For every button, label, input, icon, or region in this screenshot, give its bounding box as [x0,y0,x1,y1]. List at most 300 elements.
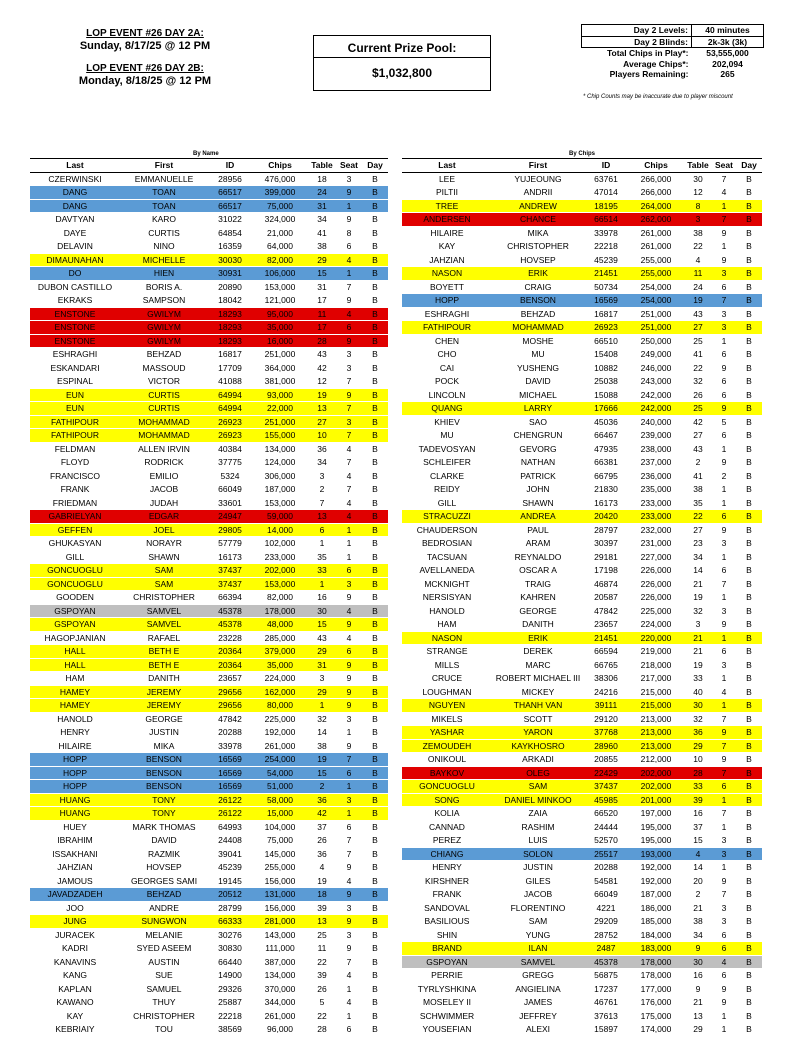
id-cell: 29326 [208,982,252,996]
day-cell: B [736,186,762,200]
table-row [30,901,388,915]
chips-cell: 281,000 [252,915,308,929]
day-cell: B [362,591,388,605]
day-cell: B [736,456,762,470]
seat-cell: 1 [336,1009,362,1023]
first-name-cell: BEHZAD [120,888,208,902]
first-name-cell: JEREMY [120,685,208,699]
chips-cell: 197,000 [628,807,684,821]
last-name-cell: HAMEY [30,699,120,713]
day-cell: B [362,753,388,767]
chips-cell: 324,000 [252,213,308,227]
day-cell: B [736,429,762,443]
table-cell: 3 [684,618,712,632]
seat-cell: 6 [712,564,736,578]
seat-cell: 3 [712,834,736,848]
table-row [30,685,388,699]
table-row [30,658,388,672]
last-name-cell: CHIANG [402,847,492,861]
table-cell: 32 [684,712,712,726]
id-cell: 29181 [584,550,628,564]
players-value: 265 [720,69,735,79]
levels-label: Day 2 Levels: [582,25,692,37]
day-cell: B [736,996,762,1010]
table-cell: 42 [308,361,336,375]
day-cell: B [736,1023,762,1037]
first-name-cell: ILAN [492,942,584,956]
last-name-cell: POCK [402,375,492,389]
first-name-cell: CHANCE [492,213,584,227]
seat-cell: 1 [712,550,736,564]
day-cell: B [736,915,762,929]
table-row [402,793,762,807]
column-header: First [120,159,208,173]
table-cell: 39 [308,901,336,915]
table-row [402,456,762,470]
day-cell: B [736,766,762,780]
id-cell: 28797 [584,523,628,537]
first-name-cell: ANDREA [492,510,584,524]
seat-cell: 7 [336,429,362,443]
seat-cell: 3 [336,172,362,186]
seat-cell: 3 [336,928,362,942]
seat-cell: 9 [336,591,362,605]
table-cell: 11 [684,267,712,281]
chips-cell: 155,000 [252,429,308,443]
seat-cell: 7 [712,712,736,726]
last-name-cell: JAMOUS [30,874,120,888]
id-cell: 66520 [584,807,628,821]
average-label: Average Chips*: [623,58,689,69]
chips-cell: 175,000 [628,1009,684,1023]
first-name-cell: PAUL [492,523,584,537]
day-cell: B [362,820,388,834]
day-cell: B [362,915,388,929]
table-row [30,861,388,875]
id-cell: 37775 [208,456,252,470]
table-row [402,469,762,483]
id-cell: 50734 [584,280,628,294]
table-row [30,1023,388,1037]
last-name-cell: YOUSEFIAN [402,1023,492,1037]
last-name-cell: PERRIE [402,969,492,983]
first-name-cell: SUNGWON [120,915,208,929]
chips-cell: 261,000 [252,739,308,753]
last-name-cell: LOUGHMAN [402,685,492,699]
id-cell: 33978 [208,739,252,753]
table-cell: 37 [684,820,712,834]
id-cell: 66049 [208,483,252,497]
seat-cell: 1 [712,496,736,510]
first-name-cell: SUE [120,969,208,983]
day-cell: B [362,361,388,375]
id-cell: 45378 [208,618,252,632]
day-cell: B [736,577,762,591]
seat-cell: 9 [712,996,736,1010]
day-cell: B [362,699,388,713]
table-cell: 21 [684,901,712,915]
day-cell: B [736,253,762,267]
id-cell: 28799 [208,901,252,915]
table-row [402,712,762,726]
last-name-cell: ENSTONE [30,321,120,335]
first-name-cell: CHENGRUN [492,429,584,443]
seat-cell: 6 [712,375,736,389]
table-cell: 26 [308,982,336,996]
id-cell: 30397 [584,537,628,551]
first-name-cell: GWILYM [120,321,208,335]
first-name-cell: JACOB [492,888,584,902]
first-name-cell: KAHREN [492,591,584,605]
chips-cell: 215,000 [628,685,684,699]
chips-cell: 219,000 [628,645,684,659]
table-cell: 2 [684,888,712,902]
column-header: Chips [252,159,308,173]
table-cell: 29 [308,253,336,267]
seat-cell: 9 [712,361,736,375]
table-cell: 19 [684,658,712,672]
table-cell: 32 [308,712,336,726]
table-row [402,402,762,416]
first-name-cell: JEREMY [120,699,208,713]
table-cell: 22 [308,955,336,969]
first-name-cell: DEREK [492,645,584,659]
seat-cell: 1 [712,334,736,348]
id-cell: 18293 [208,321,252,335]
last-name-cell: HAGOPJANIAN [30,631,120,645]
chips-cell: 261,000 [628,240,684,254]
seat-cell: 1 [336,726,362,740]
last-name-cell: SANDOVAL [402,901,492,915]
last-name-cell: MIKELS [402,712,492,726]
table-cell: 38 [308,739,336,753]
first-name-cell: YUJEOUNG [492,172,584,186]
first-name-cell: PATRICK [492,469,584,483]
day-cell: B [362,658,388,672]
table-cell: 18 [308,172,336,186]
chips-cell: 176,000 [628,996,684,1010]
last-name-cell: QUANG [402,402,492,416]
day-cell: B [362,483,388,497]
id-cell: 37437 [584,780,628,794]
id-cell: 39041 [208,847,252,861]
table-row [30,577,388,591]
last-name-cell: AVELLANEDA [402,564,492,578]
seat-cell: 3 [336,348,362,362]
chips-cell: 145,000 [252,847,308,861]
day-cell: B [362,888,388,902]
table-row [402,564,762,578]
last-name-cell: FRANK [402,888,492,902]
first-name-cell: SHAWN [492,496,584,510]
last-name-cell: DO [30,267,120,281]
table-cell: 29 [308,685,336,699]
by-chips-table [402,158,762,1037]
last-name-cell: HANOLD [30,712,120,726]
chips-cell: 233,000 [252,550,308,564]
table-row [402,928,762,942]
table-cell: 19 [684,591,712,605]
seat-cell: 3 [712,537,736,551]
chips-cell: 187,000 [252,483,308,497]
seat-cell: 6 [712,969,736,983]
table-cell: 20 [684,874,712,888]
last-name-cell: JAHZIAN [402,253,492,267]
day-cell: B [736,955,762,969]
first-name-cell: JEFFREY [492,1009,584,1023]
chips-cell: 249,000 [628,348,684,362]
id-cell: 66514 [584,213,628,227]
last-name-cell: ESKANDARI [30,361,120,375]
last-name-cell: HENRY [402,861,492,875]
average-value: 202,094 [712,58,743,69]
table-row [30,753,388,767]
chips-cell: 102,000 [252,537,308,551]
last-name-cell: HOPP [30,780,120,794]
first-name-cell: TOU [120,1023,208,1037]
first-name-cell: LUIS [492,834,584,848]
first-name-cell: ANGIELINA [492,982,584,996]
table-cell: 34 [308,213,336,227]
table-row [402,739,762,753]
day-cell: B [736,348,762,362]
id-cell: 24216 [584,685,628,699]
last-name-cell: SHIN [402,928,492,942]
id-cell: 33978 [584,226,628,240]
table-row [402,172,762,186]
id-cell: 26122 [208,793,252,807]
id-cell: 54581 [584,874,628,888]
first-name-cell: GWILYM [120,307,208,321]
table-row [402,429,762,443]
first-name-cell: SAMVEL [492,955,584,969]
table-cell: 39 [684,793,712,807]
id-cell: 28752 [584,928,628,942]
seat-cell: 6 [712,429,736,443]
table-row [402,618,762,632]
table-cell: 15 [684,834,712,848]
seat-cell: 9 [336,658,362,672]
table-cell: 22 [684,240,712,254]
day-cell: B [736,807,762,821]
table-row [402,874,762,888]
id-cell: 29209 [584,915,628,929]
table-row [402,820,762,834]
table-cell: 2 [308,483,336,497]
table-cell: 12 [308,375,336,389]
table-row [402,240,762,254]
seat-cell: 1 [712,1023,736,1037]
table-row [30,199,388,213]
day-cell: B [362,537,388,551]
last-name-cell: LINCOLN [402,388,492,402]
table-cell: 13 [308,915,336,929]
seat-cell: 1 [336,537,362,551]
seat-cell: 3 [712,915,736,929]
id-cell: 22218 [208,1009,252,1023]
id-cell: 63761 [584,172,628,186]
seat-cell: 1 [712,199,736,213]
seat-cell: 9 [336,213,362,227]
first-name-cell: GWILYM [120,334,208,348]
table-row [402,699,762,713]
chips-cell: 225,000 [628,604,684,618]
first-name-cell: KAYKHOSRO [492,739,584,753]
seat-cell: 9 [336,334,362,348]
last-name-cell: FELDMAN [30,442,120,456]
table-row [30,550,388,564]
table-cell: 6 [308,523,336,537]
seat-cell: 7 [336,847,362,861]
table-row [30,523,388,537]
seat-cell: 1 [712,240,736,254]
id-cell: 25517 [584,847,628,861]
first-name-cell: ANDREW [492,199,584,213]
seat-cell: 7 [336,375,362,389]
last-name-cell: HILAIRE [30,739,120,753]
column-header: Chips [628,159,684,173]
last-name-cell: BRAND [402,942,492,956]
seat-cell: 7 [336,280,362,294]
last-name-cell: ANDERSEN [402,213,492,227]
last-name-cell: KAY [30,1009,120,1023]
id-cell: 20587 [584,591,628,605]
first-name-cell: SAMPSON [120,294,208,308]
table-cell: 31 [308,199,336,213]
day-cell: B [362,523,388,537]
table-row [30,375,388,389]
day-cell: B [736,847,762,861]
column-header: Table [308,159,336,173]
day-cell: B [736,739,762,753]
first-name-cell: TRAIG [492,577,584,591]
chips-cell: 364,000 [252,361,308,375]
last-name-cell: EUN [30,402,120,416]
table-row [402,280,762,294]
seat-cell: 9 [336,618,362,632]
chips-cell: 178,000 [628,955,684,969]
table-cell: 26 [308,834,336,848]
id-cell: 28956 [208,172,252,186]
table-row [402,604,762,618]
chips-cell: 251,000 [628,321,684,335]
id-cell: 23657 [584,618,628,632]
id-cell: 52570 [584,834,628,848]
last-name-cell: DUBON CASTILLO [30,280,120,294]
last-name-cell: FATHIPOUR [30,415,120,429]
table-cell: 17 [308,294,336,308]
chips-cell: 254,000 [628,294,684,308]
day-cell: B [362,969,388,983]
chips-cell: 195,000 [628,820,684,834]
by-chips-caption: By Chips [569,151,596,157]
table-row [30,213,388,227]
table-row [402,996,762,1010]
id-cell: 66467 [584,429,628,443]
day-cell: B [736,307,762,321]
column-header: ID [584,159,628,173]
day-cell: B [362,496,388,510]
table-cell: 34 [308,456,336,470]
table-row [402,577,762,591]
seat-cell: 7 [336,753,362,767]
chips-cell: 264,000 [628,199,684,213]
event-title: LOP EVENT #26 DAY 2A: [86,28,204,39]
id-cell: 66594 [584,645,628,659]
first-name-cell: MIKA [492,226,584,240]
first-name-cell: BETH E [120,658,208,672]
table-cell: 43 [684,442,712,456]
last-name-cell: JOO [30,901,120,915]
id-cell: 26122 [208,807,252,821]
seat-cell: 7 [712,807,736,821]
last-name-cell: SCHWIMMER [402,1009,492,1023]
seat-cell: 3 [336,712,362,726]
first-name-cell: JACOB [120,483,208,497]
chips-cell: 242,000 [628,388,684,402]
day-cell: B [736,321,762,335]
chips-cell: 217,000 [628,672,684,686]
id-cell: 39111 [584,699,628,713]
seat-cell: 4 [336,469,362,483]
seat-cell: 9 [712,982,736,996]
seat-cell: 9 [336,861,362,875]
table-cell: 38 [684,483,712,497]
last-name-cell: KEBRIAIY [30,1023,120,1037]
table-row [30,226,388,240]
seat-cell: 6 [336,564,362,578]
table-row [402,267,762,281]
table-row [402,199,762,213]
table-row [30,631,388,645]
day-cell: B [736,280,762,294]
chips-cell: 22,000 [252,402,308,416]
table-row [30,969,388,983]
id-cell: 21451 [584,631,628,645]
seat-cell: 3 [712,847,736,861]
seat-cell: 1 [336,523,362,537]
chips-cell: 251,000 [252,415,308,429]
seat-cell: 4 [336,631,362,645]
id-cell: 40384 [208,442,252,456]
table-row [30,766,388,780]
day-cell: B [362,807,388,821]
first-name-cell: RAFAEL [120,631,208,645]
table-row [402,915,762,929]
seat-cell: 6 [712,928,736,942]
first-name-cell: ANDRE [120,901,208,915]
id-cell: 16569 [584,294,628,308]
first-name-cell: LARRY [492,402,584,416]
table-cell: 22 [684,510,712,524]
last-name-cell: HAMEY [30,685,120,699]
last-name-cell: HAM [402,618,492,632]
id-cell: 16817 [584,307,628,321]
first-name-cell: DANIEL MINKOO [492,793,584,807]
seat-cell: 7 [712,294,736,308]
seat-cell: 7 [712,888,736,902]
id-cell: 17198 [584,564,628,578]
day-cell: B [362,186,388,200]
chips-cell: 236,000 [628,469,684,483]
first-name-cell: TONY [120,793,208,807]
chips-cell: 224,000 [628,618,684,632]
table-row [402,591,762,605]
chips-cell: 193,000 [628,847,684,861]
seat-cell: 4 [336,307,362,321]
table-cell: 16 [684,969,712,983]
column-header: Last [402,159,492,173]
